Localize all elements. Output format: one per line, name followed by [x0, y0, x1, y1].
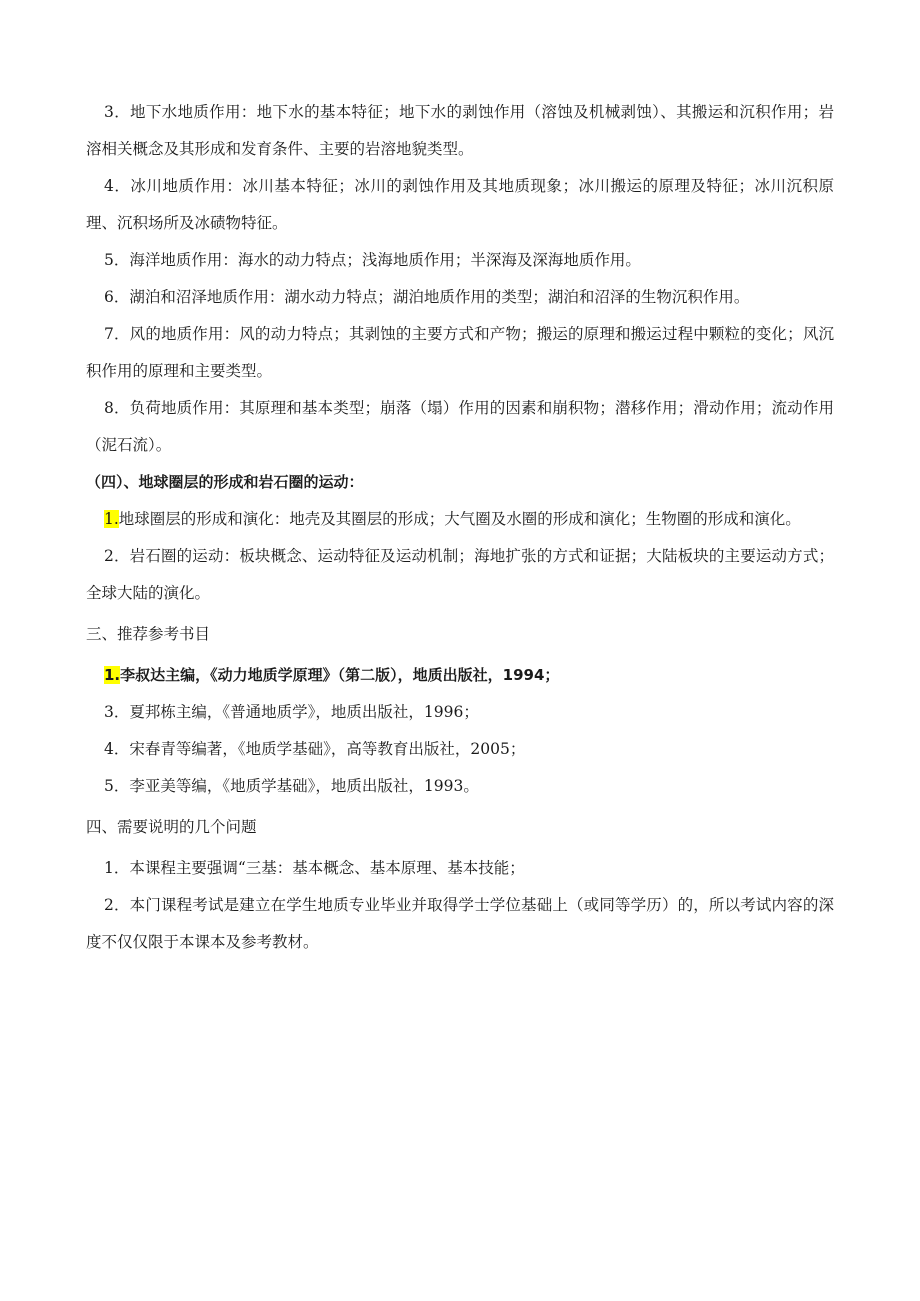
note-text: ．本课程主要强调“三基：基本概念、基本原理、基本技能； [113, 859, 525, 877]
item-text: ．风的地质作用：风的动力特点；其剥蚀的主要方式和产物；搬运的原理和搬运过程中颗粒的变化；风沉积作用的原理和主要类型。 [86, 325, 834, 380]
item-text: ．负荷地质作用：其原理和基本类型；崩落（塌）作用的因素和崩积物；潜移作用；滑动作用；流动作用（泥石流）。 [86, 399, 834, 454]
item-number: 3 [104, 703, 114, 721]
reference-text: ．夏邦栋主编，《普通地质学》，地质出版社，1996； [113, 703, 479, 721]
item-text: ．冰川地质作用：冰川基本特征；冰川的剥蚀作用及其地质现象；冰川搬运的原理及特征；冰川沉积原理、沉积场所及冰碛物特征。 [86, 177, 834, 232]
reference-text: 李叔达主编，《动力地质学原理》（第二版），地质出版社，1994； [120, 666, 560, 684]
highlighted-number: 1. [104, 510, 119, 528]
paragraph-item-3 [86, 94, 834, 168]
note-item-1 [86, 850, 834, 887]
item-number: 8 [104, 399, 114, 417]
reference-text: ．宋春青等编著，《地质学基础》，高等教育出版社，2005； [113, 740, 526, 758]
item-number: 6 [104, 288, 114, 306]
item-number: 2 [104, 896, 114, 914]
reference-item-4 [86, 731, 834, 768]
section4-item-2 [86, 538, 834, 612]
highlighted-number: 1. [104, 666, 121, 684]
note-item-2 [86, 887, 834, 961]
item-text: ．岩石圈的运动：板块概念、运动特征及运动机制；海地扩张的方式和证据；大陆板块的主要运动方式；全球大陆的演化。 [86, 547, 834, 602]
section4-item-1 [86, 501, 834, 538]
item-text: ．海洋地质作用：海水的动力特点；浅海地质作用；半深海及深海地质作用。 [113, 251, 641, 269]
item-number: 5 [104, 251, 114, 269]
item-text: ．湖泊和沼泽地质作用：湖水动力特点；湖泊地质作用的类型；湖泊和沼泽的生物沉积作用。 [113, 288, 750, 306]
reference-text: ．李亚美等编，《地质学基础》，地质出版社，1993。 [113, 777, 479, 795]
reference-item-3 [86, 694, 834, 731]
item-text: 地球圈层的形成和演化：地壳及其圈层的形成；大气圈及水圈的形成和演化；生物圈的形成和演化。 [118, 510, 801, 528]
note-text: ．本门课程考试是建立在学生地质专业毕业并取得学士学位基础上（或同等学历）的，所以考试内容的深度不仅仅限于本课本及参考教材。 [86, 896, 834, 951]
item-text: ．地下水地质作用：地下水的基本特征；地下水的剥蚀作用（溶蚀及机械剥蚀）、其搬运和沉积作用；岩溶相关概念及其形成和发育条件、主要的岩溶地貌类型。 [86, 103, 834, 158]
document-content [86, 94, 834, 961]
paragraph-item-4 [86, 168, 834, 242]
references-title: 三、推荐参考书目 [86, 625, 211, 643]
item-number: 7 [104, 325, 114, 343]
item-number: 1 [104, 859, 114, 877]
item-number: 5 [104, 777, 114, 795]
reference-item-5 [86, 768, 834, 805]
notes-title: 四、需要说明的几个问题 [86, 818, 257, 836]
item-number: 4 [104, 740, 114, 758]
paragraph-item-7 [86, 316, 834, 390]
item-number: 2 [104, 547, 114, 565]
section-heading-four: （四）、地球圈层的形成和岩石圈的运动： [86, 473, 364, 491]
item-number: 4 [104, 177, 114, 195]
reference-item-1 [86, 657, 834, 694]
item-number: 3 [104, 103, 114, 121]
paragraph-item-5 [86, 242, 834, 279]
paragraph-item-8 [86, 390, 834, 464]
paragraph-item-6 [86, 279, 834, 316]
